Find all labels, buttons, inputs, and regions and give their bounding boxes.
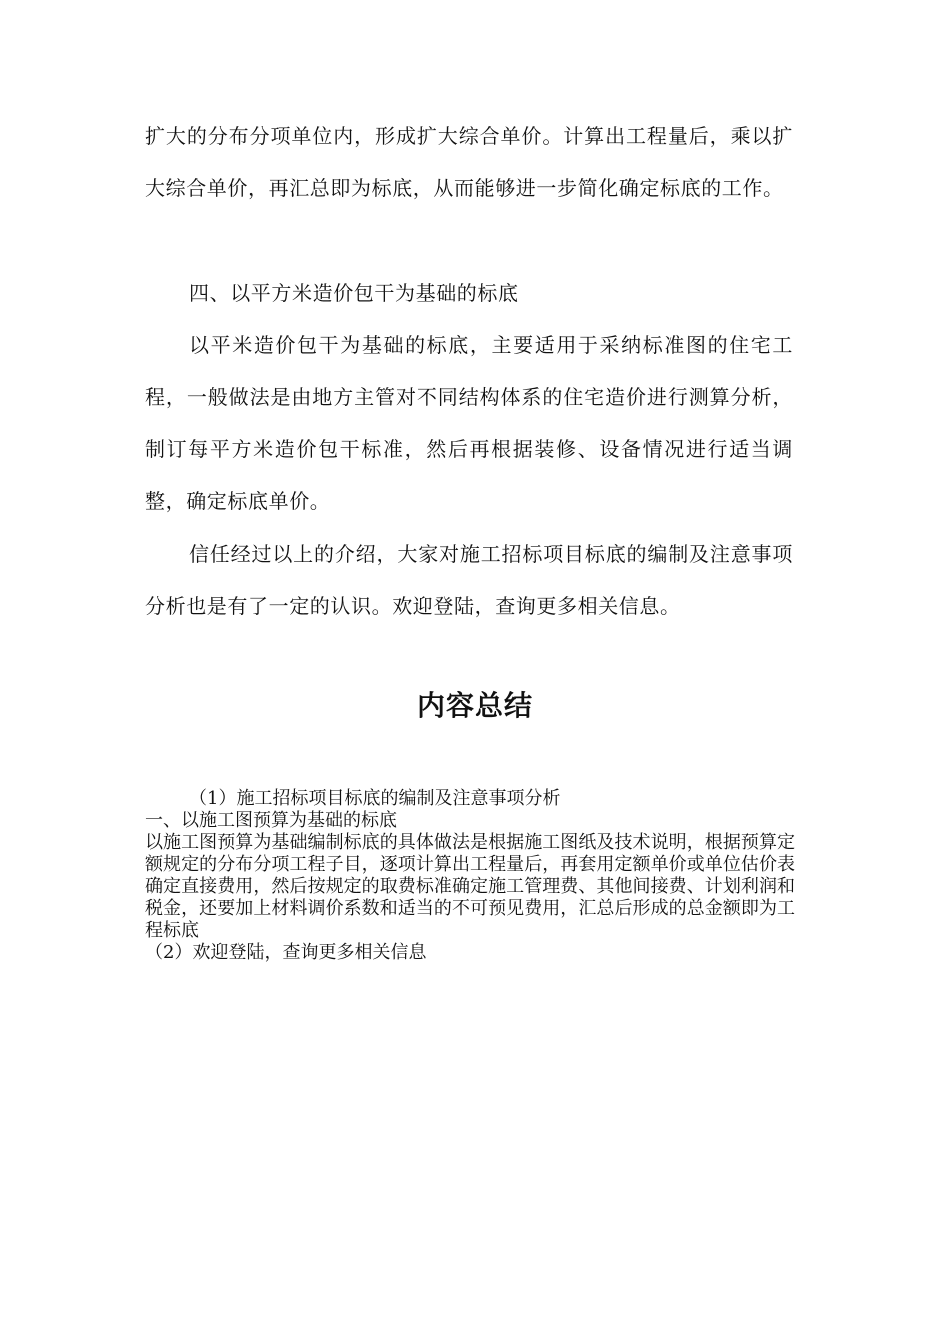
- summary-heading-1: 一、以施工图预算为基础的标底: [145, 810, 397, 831]
- paragraph-square-meter-cost: 以平米造价包干为基础的标底，主要适用于采纳标准图的住宅工程，一般做法是由地方主管对不同结构体系的住宅造价进行测算分析，制订每平方米造价包干标准，然后再根据装修、设备情况进行适当调整，确定标底单价。: [145, 333, 793, 513]
- section-heading-4: 四、以平方米造价包干为基础的标底: [189, 281, 519, 305]
- summary-body: 以施工图预算为基础编制标底的具体做法是根据施工图纸及技术说明，根据预算定额规定的分布分项工程子目，逐项计算出工程量后，再套用定额单价或单位估价表确定直接费用，然后按规定的取费标准确定施工管理费、其他间接费、计划利润和税金，还要加上材料调价系数和适当的不可预见费用，汇总后形成的总金额即为工程标底: [145, 832, 795, 941]
- summary-item-2: （2）欢迎登陆，查询更多相关信息: [145, 942, 427, 963]
- summary-block: [145, 788, 795, 964]
- paragraph-closing: 信任经过以上的介绍，大家对施工招标项目标底的编制及注意事项分析也是有了一定的认识。欢迎登陆，查询更多相关信息。: [145, 542, 793, 618]
- paragraph-continued: 扩大的分布分项单位内，形成扩大综合单价。计算出工程量后，乘以扩大综合单价，再汇总即为标底，从而能够进一步简化确定标底的工作。: [145, 124, 793, 200]
- summary-title: 内容总结: [416, 689, 533, 722]
- summary-item-1: （1）施工招标项目标底的编制及注意事项分析: [189, 788, 561, 809]
